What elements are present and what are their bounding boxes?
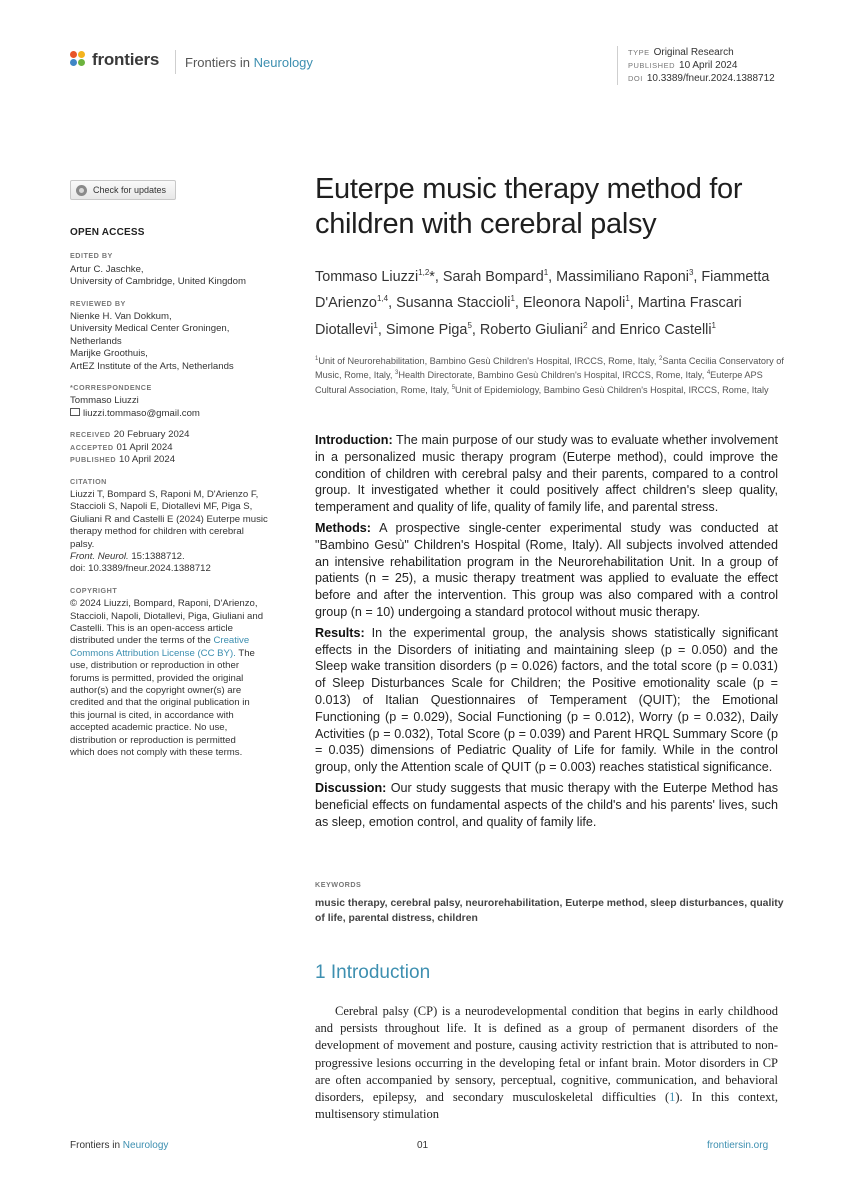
abstract-introduction xyxy=(315,432,778,516)
section-heading: 1 Introduction xyxy=(315,962,431,983)
license-link[interactable]: Creative xyxy=(213,635,250,647)
affiliation: Santa Cecilia Conservatory of Music, Rome, Italy, xyxy=(315,356,784,381)
copyright-label: COPYRIGHT xyxy=(70,585,118,595)
abstract-label: Introduction: xyxy=(315,433,393,447)
citation-doi[interactable]: doi: 10.3389/fneur.2024.1388712 xyxy=(70,563,211,575)
author[interactable] xyxy=(386,322,472,338)
author[interactable] xyxy=(556,269,693,285)
editor-line: University of Cambridge, United Kingdom xyxy=(70,276,246,288)
author[interactable] xyxy=(315,269,435,285)
author-sup: 1 xyxy=(373,320,378,330)
affil-sup: 3 xyxy=(395,370,399,377)
footer-journal[interactable] xyxy=(70,1140,168,1151)
abstract-text: Our study suggests that music therapy with the Euterpe Method has beneficial effects on fundamental aspects of the child's and his parents' lives, such as sleep, emotion control, and quality of family life. xyxy=(315,780,778,829)
published-value: 10 April 2024 xyxy=(679,60,738,71)
copyright-line: this journal is cited, in accordance with xyxy=(70,709,234,721)
article-meta xyxy=(617,46,775,85)
affil-sup: 4 xyxy=(706,370,711,377)
citation-line: Staccioli S, Napoli E, Diotallevi MF, Piga S, xyxy=(70,501,253,513)
affil-sup: 1 xyxy=(315,356,319,362)
author-name: Enrico Castelli xyxy=(619,321,712,338)
abstract xyxy=(315,432,778,834)
frontiers-logo-icon xyxy=(70,51,88,69)
open-access-label: OPEN ACCESS xyxy=(70,227,145,238)
correspondence-email[interactable] xyxy=(70,408,270,420)
author-name: Simone Piga xyxy=(385,321,468,338)
author-sup: 2 xyxy=(583,320,588,330)
copyright-line: The xyxy=(238,647,255,659)
citation-line: Giuliani R and Castelli E (2024) Euterpe music xyxy=(70,513,268,525)
author[interactable] xyxy=(443,269,548,285)
author-sup: 1 xyxy=(625,294,630,304)
copyright-line: distributed under the terms of the xyxy=(70,635,211,647)
doi-value[interactable]: 10.3389/fneur.2024.1388712 xyxy=(646,73,775,84)
copyright-line: author(s) and the copyright owner(s) are xyxy=(70,685,242,696)
keywords-label: KEYWORDS xyxy=(315,880,362,889)
author[interactable] xyxy=(396,295,515,311)
author-name: Susanna Staccioli xyxy=(396,295,511,312)
type-label: TYPE xyxy=(628,48,650,57)
abstract-discussion xyxy=(315,780,778,830)
copyright-line: accepted academic practice. No use, xyxy=(70,722,228,734)
published-label: PUBLISHED xyxy=(628,61,676,70)
sidebar xyxy=(70,227,270,759)
received-label: RECEIVED xyxy=(70,430,111,440)
copyright-line: credited and that the original publication in xyxy=(70,697,250,709)
intro-paragraph: ). In this context, multisensory stimulation xyxy=(315,1090,779,1122)
author-name: Tommaso Liuzzi xyxy=(315,268,419,285)
reviewed-by-label: REVIEWED BY xyxy=(70,298,126,308)
correspondence-label: *CORRESPONDENCE xyxy=(70,383,152,393)
citation-journal: Front. Neurol. xyxy=(70,550,129,562)
published-label: PUBLISHED xyxy=(70,455,117,465)
reviewer-line: Nienke H. Van Dokkum, xyxy=(70,311,172,323)
author-sup: 5 xyxy=(467,320,472,330)
copyright-line: use, distribution or reproduction in other xyxy=(70,660,240,672)
abstract-label: Methods: xyxy=(315,520,371,535)
received-date: 20 February 2024 xyxy=(113,429,190,441)
reviewer-line: Netherlands xyxy=(70,335,122,347)
affiliation: Health Directorate, Bambino Gesù Children's Hospital, IRCCS, Rome, Italy, xyxy=(398,370,705,381)
frontiers-logo[interactable] xyxy=(70,50,159,70)
check-for-updates-label: Check for updates xyxy=(93,185,167,195)
copyright-line: Castelli. This is an open-access article xyxy=(70,622,233,634)
author[interactable] xyxy=(480,322,588,338)
footer-journal-prefix: Frontiers in xyxy=(70,1140,121,1151)
author-name: Eleonora Napoli xyxy=(522,295,626,312)
author[interactable] xyxy=(523,295,630,311)
copyright-line: which does not comply with these terms. xyxy=(70,747,243,759)
header-divider xyxy=(175,50,176,74)
correspondence-name: Tommaso Liuzzi xyxy=(70,395,139,407)
author-name: Sarah Bompard xyxy=(442,268,544,285)
author-sup: 3 xyxy=(688,268,694,277)
accepted-label: ACCEPTED xyxy=(70,442,114,452)
abstract-label: Results: xyxy=(315,625,365,640)
author-sup: 1 xyxy=(543,268,549,277)
reviewer-line: Marijke Groothuis, xyxy=(70,348,148,360)
citation-line: Liuzzi T, Bompard S, Raponi M, D'Arienzo F, xyxy=(70,488,259,500)
citation-label: CITATION xyxy=(70,476,107,486)
affiliation: Unit of Neurorehabilitation, Bambino Gesù Children's Hospital, IRCCS, Rome, Italy, xyxy=(318,356,657,367)
update-icon xyxy=(76,185,87,196)
email-text: liuzzi.tommaso@gmail.com xyxy=(83,407,200,419)
doi-label: DOI xyxy=(628,74,643,83)
mail-icon xyxy=(70,408,80,416)
citation-line: palsy. xyxy=(70,538,95,550)
page-number: 01 xyxy=(417,1140,429,1151)
affiliation: Unit of Epidemiology, Bambino Gesù Children's Hospital, IRCCS, Rome, Italy xyxy=(455,385,769,395)
abstract-results xyxy=(315,625,778,776)
author-name: Fiammetta D'Arienzo xyxy=(315,268,770,312)
copyright-line: distribution or reproduction is permitted xyxy=(70,734,236,746)
logo-text: frontiers xyxy=(92,50,160,69)
check-for-updates-button[interactable] xyxy=(70,180,176,200)
abstract-methods xyxy=(315,520,778,621)
corresponding-star: * xyxy=(429,268,435,285)
accepted-date: 01 April 2024 xyxy=(116,441,173,453)
journal-name[interactable] xyxy=(185,55,313,70)
journal-title: Neurology xyxy=(253,55,313,70)
article-title: Euterpe music therapy method for children with cerebral palsy xyxy=(315,173,743,240)
abstract-label: Discussion: xyxy=(315,780,387,795)
reference-link[interactable]: 1 xyxy=(669,1090,676,1105)
author-name: Roberto Giuliani xyxy=(479,321,584,338)
author-list: Tommaso Liuzzi$^{1,2}$*, Sarah Bompard$^1$, Massimiliano Raponi$^3$, Fiammetta D'Arienzo$^{1,4}$, Susanna Staccioli$^1$, Eleonora Napoli$^1$, Martina Frascari Diotallevi$^1$, Simone Piga$^5$, Roberto Giuliani$^2$ and Enrico Castelli$^1$ xyxy=(315,268,770,338)
citation-volume: 15:1388712. xyxy=(131,550,185,562)
copyright-line: Staccioli, Napoli, Diotallevi, Piga, Giuliani and xyxy=(70,610,264,622)
author-sup: 1 xyxy=(711,320,716,330)
edited-by-label: EDITED BY xyxy=(70,251,113,261)
author-sup: 1,4 xyxy=(376,294,389,304)
abstract-text: A prospective single-center experimental study was conducted at "Bambino Gesù" Children's Hospital (Rome, Italy). All subjects involved attended an intensive rehabilitation program in the Neurorehabilitation Unit. In a group of patients (n = 25), a music therapy treatment was applied to evaluate the effect before and after the intervention. This group was also compared with a control group (n = 10) undergoing a standard protocol without music therapy. xyxy=(315,520,778,619)
author[interactable] xyxy=(620,322,716,338)
reviewer-line: ArtEZ Institute of the Arts, Netherlands xyxy=(70,360,234,372)
intro-paragraph: Cerebral palsy (CP) is a neurodevelopmental condition that begins in early childhood and persists throughout life. It is defined as a group of permanent disorders of the development of movement and posture, causing activity restriction that is attributed to non-progressive lesions occurring in the developing fetal or infant brain. Motor disorders in CP are often accompanied by sensory, perceptual, cognitive, communication, and behavioral disorders, epilepsy, and secondary musculoskeletal difficulties ( xyxy=(315,1004,778,1105)
reviewer-line: University Medical Center Groningen, xyxy=(70,323,230,335)
abstract-text: The main purpose of our study was to evaluate whether involvement in a personalized music therapy program (Euterpe method), could improve the condition of children with cerebral palsy and their parents, compared to a control group. It investigated whether it could positively affect children's sleep quality, temperament and quality of life, quality of family life, and parental stress. xyxy=(315,433,778,515)
abstract-text: In the experimental group, the analysis shows statistically significant effects in the Disorders of initiating and maintaining sleep (p = 0.050) and the Sleep wake transition disorders (p = 0.026) factors, and the total score (p = 0.031) of Sleep Disturbances Scale for Children; the Positive emotionality scale (p = 0.013) of Italian Questionnaires of Temperament (QUIT); the Emotional Functioning (p = 0.029), Social Functioning (p = 0.012), Worry (p = 0.032), Daily Activities (p = 0.032), Total Score (p = 0.039) and Parent HRQL Summary Score (p = 0.035) dimensions of Pediatric Quality of Life for family. While in the control group, only the Attention scale of QUIT (p = 0.003) reaches statistical significance. xyxy=(315,625,779,775)
copyright-line: © 2024 Liuzzi, Bompard, Raponi, D'Arienzo, xyxy=(70,598,258,610)
keywords: music therapy, cerebral palsy, neurorehabilitation, Euterpe method, sleep disturbances, quality of life, parental distress, children xyxy=(315,898,784,924)
editor-line: Artur C. Jaschke, xyxy=(70,263,144,275)
affiliations xyxy=(315,353,785,396)
type-value: Original Research xyxy=(653,47,734,58)
author-sup: 1,2 xyxy=(418,268,430,277)
journal-prefix: Frontiers in xyxy=(185,55,251,70)
affil-sup: 2 xyxy=(659,356,663,362)
author-name: Massimiliano Raponi xyxy=(556,268,689,285)
author-sup: 1 xyxy=(510,294,515,304)
footer-journal-name: Neurology xyxy=(122,1140,169,1151)
published-date: 10 April 2024 xyxy=(119,454,176,466)
affiliation: Euterpe APS Cultural Association, Rome, Italy, xyxy=(315,370,763,395)
license-link[interactable]: Commons Attribution License (CC BY). xyxy=(70,647,236,659)
citation-line: therapy method for children with cerebral xyxy=(70,526,244,538)
author-name: Martina Frascari Diotallevi xyxy=(315,295,742,338)
affil-sup: 5 xyxy=(451,384,456,391)
introduction-text xyxy=(315,1003,778,1123)
copyright-line: forums is permitted, provided the original xyxy=(70,672,244,684)
footer-site-link[interactable]: frontiersin.org xyxy=(707,1140,769,1151)
